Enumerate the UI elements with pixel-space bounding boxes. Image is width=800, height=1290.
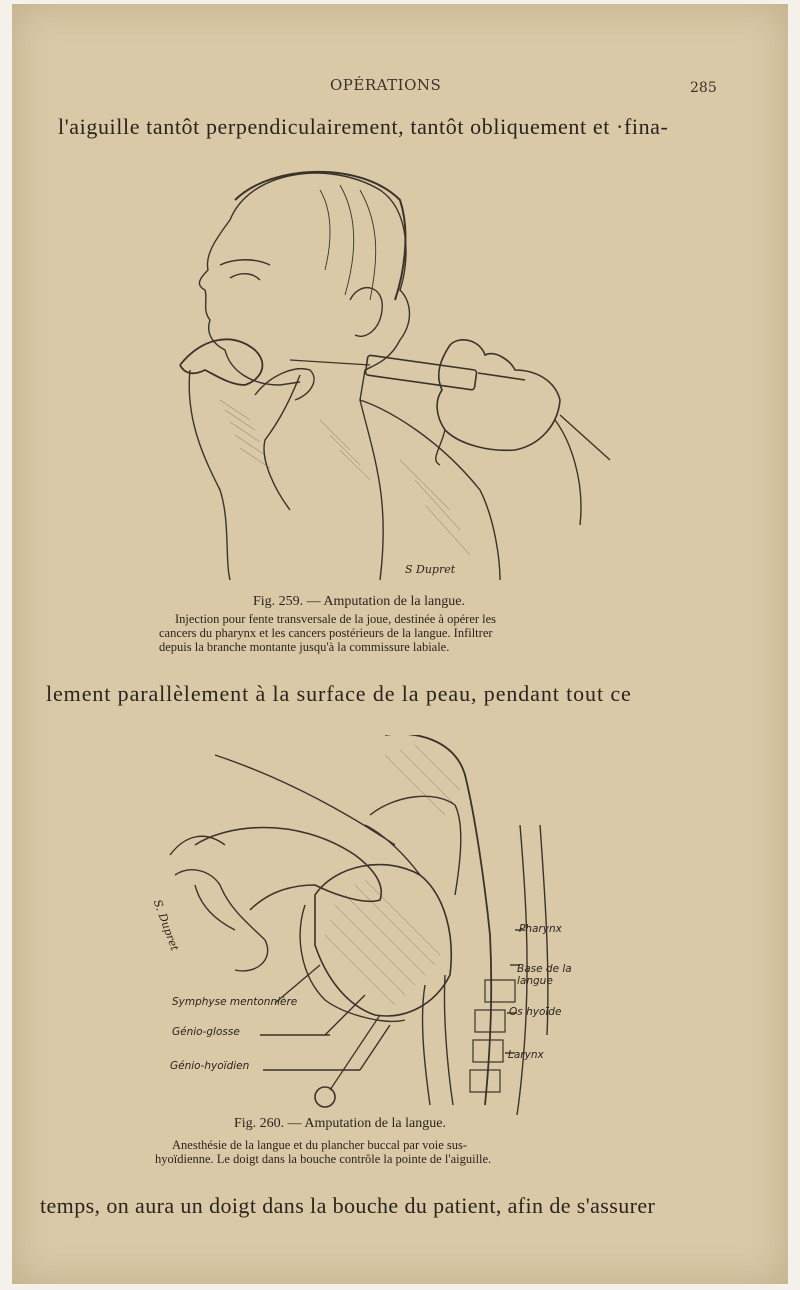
label-symphyse-mentonniere: Symphyse mentonnière [172,996,298,1008]
figure-260-title: Fig. 260. — Amputation de la langue. [234,1116,446,1131]
figure-260-caption-line-2: hyoïdienne. Le doigt dans la bouche contrôle la pointe de l'aiguille. [155,1152,492,1166]
body-text-line-2: lement parallèlement à la surface de la peau, pendant tout ce [46,681,632,706]
body-text-line-3: temps, on aura un doigt dans la bouche du patient, afin de s'assurer [40,1193,656,1218]
label-base-de-la-langue: Base de la langue [517,963,572,987]
body-text-line-1: l'aiguille tantôt perpendiculairement, tantôt obliquement et ·fina- [58,114,669,139]
figure-259-caption-line-1: Injection pour fente transversale de la joue, destinée à opérer les [175,612,497,626]
label-pharynx: Pharynx [519,923,562,935]
figure-260-signature: S. Dupret [150,898,182,953]
figure-259-title: Fig. 259. — Amputation de la langue. [253,594,465,609]
figure-259-illustration [160,160,620,585]
label-genio-glosse: Génio-glosse [172,1026,240,1038]
figure-259-signature: S Dupret [405,563,456,576]
figure-259-caption-line-3: depuis la branche montante jusqu'à la commissure labiale. [159,640,450,654]
label-os-hyoide: Os hyoïde [509,1006,562,1018]
figure-259-caption-line-2: cancers du pharynx et les cancers postérieurs de la langue. Infiltrer [159,626,493,640]
label-genio-hyoidien: Génio-hyoïdien [170,1060,250,1072]
figure-260-caption-line-1: Anesthésie de la langue et du plancher buccal par voie sus- [172,1138,468,1152]
label-larynx: Larynx [508,1049,544,1061]
page-number: 285 [690,80,717,96]
running-head: OPÉRATIONS [330,76,442,94]
